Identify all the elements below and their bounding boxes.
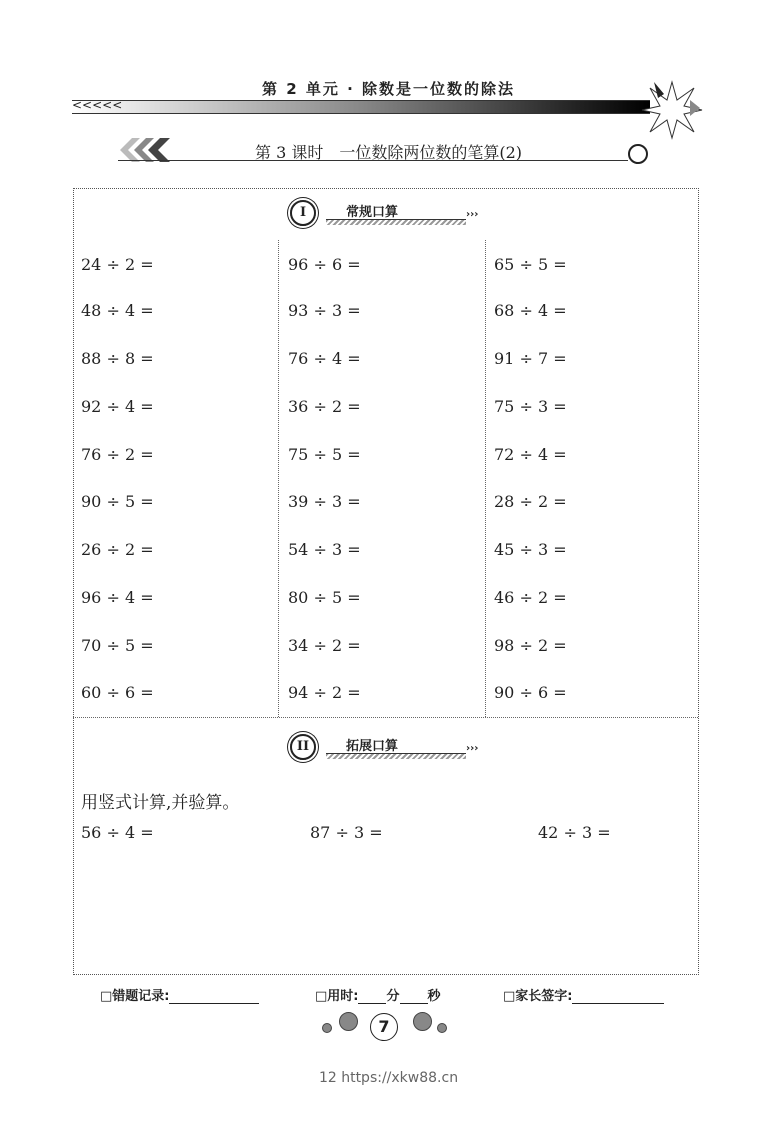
problem: 94 ÷ 2 = (288, 683, 361, 702)
star-burst-icon (640, 80, 704, 140)
dot-decoration (413, 1012, 432, 1031)
unit-title: 第 2 单元 · 除数是一位数的除法 (261, 80, 516, 98)
arrow-icon: ››› (466, 743, 479, 754)
problem: 75 ÷ 5 = (288, 445, 361, 464)
lesson-title: 第 3 课时 一位数除两位数的笔算(2) (254, 143, 523, 162)
errors-label: □错题记录: (100, 989, 170, 1004)
instruction: 用竖式计算,并验算。 (81, 793, 240, 813)
column-divider (278, 240, 279, 717)
dot-decoration (437, 1023, 447, 1033)
problem: 34 ÷ 2 = (288, 636, 361, 655)
problem: 92 ÷ 4 = (81, 397, 154, 416)
arrow-icon: ››› (466, 209, 479, 220)
problem: 68 ÷ 4 = (494, 301, 567, 320)
section-divider (73, 717, 698, 718)
problem: 98 ÷ 2 = (494, 636, 567, 655)
problem: 45 ÷ 3 = (494, 540, 567, 559)
problem: 65 ÷ 5 = (494, 255, 567, 274)
problem: 90 ÷ 6 = (494, 683, 567, 702)
column-divider (485, 240, 486, 717)
problem: 26 ÷ 2 = (81, 540, 154, 559)
seconds-label: 秒 (427, 989, 441, 1004)
header-gradient-bar (72, 100, 650, 114)
problem: 87 ÷ 3 = (310, 823, 383, 842)
problem: 93 ÷ 3 = (288, 301, 361, 320)
problem: 36 ÷ 2 = (288, 397, 361, 416)
problem: 91 ÷ 7 = (494, 349, 567, 368)
problem: 70 ÷ 5 = (81, 636, 154, 655)
problem: 24 ÷ 2 = (81, 255, 154, 274)
section-label: 常规口算 (346, 205, 399, 220)
parent-blank[interactable] (572, 991, 664, 1004)
watermark: 12 https://xkw88.cn (318, 1070, 459, 1086)
problem: 28 ÷ 2 = (494, 492, 567, 511)
page-number: 7 (370, 1013, 398, 1041)
problem: 88 ÷ 8 = (81, 349, 154, 368)
problem: 48 ÷ 4 = (81, 301, 154, 320)
errors-blank[interactable] (169, 991, 259, 1004)
time-label: □用时: (315, 989, 359, 1004)
dot-decoration (339, 1012, 358, 1031)
minutes-label: 分 (386, 989, 400, 1004)
problem: 80 ÷ 5 = (288, 588, 361, 607)
exercise-box (73, 188, 699, 975)
circle-icon (628, 144, 648, 164)
section-number: I (290, 200, 316, 226)
section-header-1 (290, 200, 490, 230)
section-label: 拓展口算 (346, 739, 399, 754)
problem: 76 ÷ 2 = (81, 445, 154, 464)
problem: 46 ÷ 2 = (494, 588, 567, 607)
chevron-icon: <<<<< (72, 98, 123, 112)
problem: 39 ÷ 3 = (288, 492, 361, 511)
lesson-underline (118, 160, 628, 161)
section-number: II (290, 734, 316, 760)
problem: 54 ÷ 3 = (288, 540, 361, 559)
minutes-blank[interactable] (358, 991, 386, 1004)
problem: 75 ÷ 3 = (494, 397, 567, 416)
parent-label: □家长签字: (503, 989, 573, 1004)
problem: 76 ÷ 4 = (288, 349, 361, 368)
problem: 42 ÷ 3 = (538, 823, 611, 842)
problem: 90 ÷ 5 = (81, 492, 154, 511)
problem: 96 ÷ 6 = (288, 255, 361, 274)
problem: 56 ÷ 4 = (81, 823, 154, 842)
problem: 72 ÷ 4 = (494, 445, 567, 464)
seconds-blank[interactable] (400, 991, 428, 1004)
problem: 96 ÷ 4 = (81, 588, 154, 607)
dot-decoration (322, 1023, 332, 1033)
section-header-2 (290, 734, 490, 764)
problem: 60 ÷ 6 = (81, 683, 154, 702)
